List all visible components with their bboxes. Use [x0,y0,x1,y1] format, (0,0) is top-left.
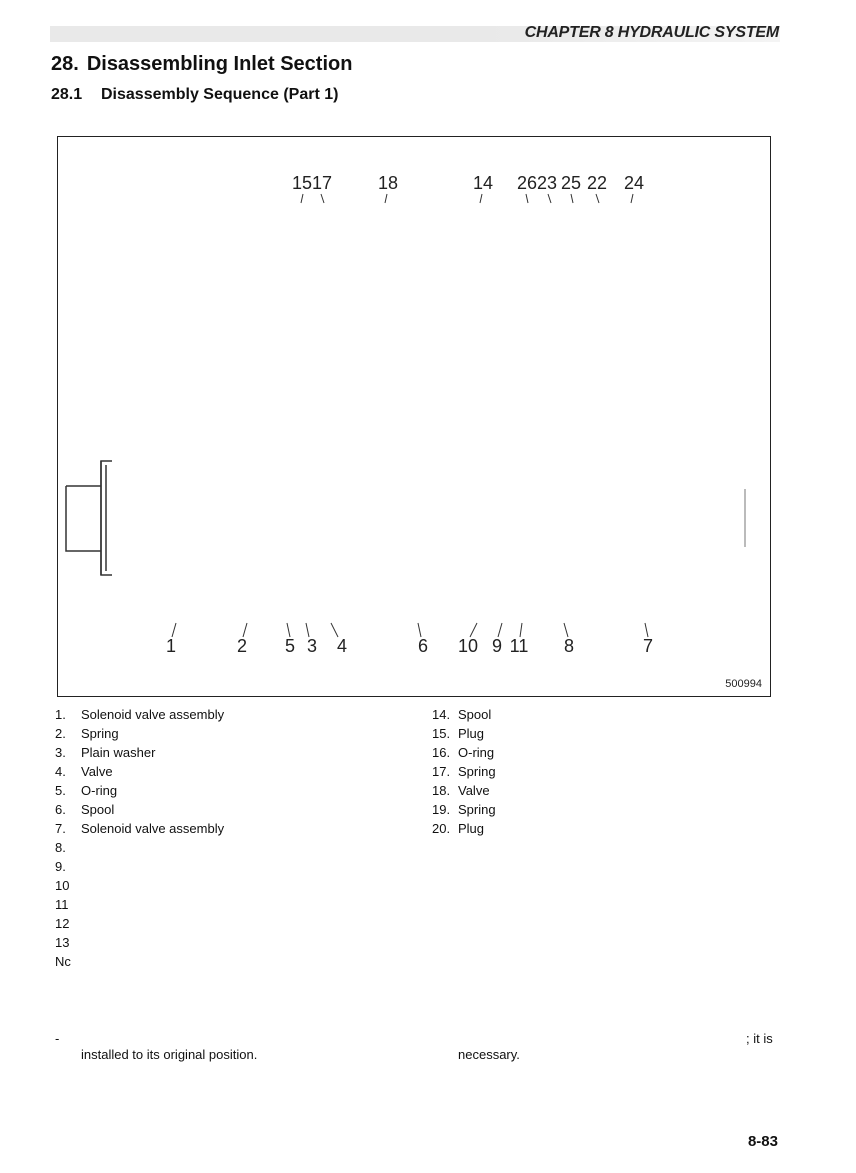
legend-number: 20. [432,821,451,836]
parts-legend-right [432,705,772,838]
legend-item [55,800,415,819]
callout-22: 22 [586,173,608,193]
legend-item [55,724,415,743]
legend-number: 9. [55,859,66,874]
legend-label: Spool [458,707,492,722]
callout-5: 5 [284,636,296,656]
callout-8: 8 [563,636,575,656]
callout-18: 18 [377,173,399,193]
legend-label: Spring [458,802,496,817]
legend-label: Solenoid valve assembly [81,821,225,836]
subsection-number: 28.1 [51,86,83,103]
legend-label: Valve [458,783,490,798]
exploded-view-figure [57,136,771,697]
callout-10: 10 [457,636,479,656]
legend-item [432,819,772,838]
legend-label: O-ring [458,745,495,760]
legend-item [55,762,415,781]
callout-7: 7 [642,636,654,656]
footer-left-line: installed to its original position. [81,1047,258,1062]
callout-1: 1 [165,636,177,656]
page-number: 8-83 [747,1133,778,1150]
footer-right-fragment: ; it is [746,1031,773,1046]
legend-item [432,800,772,819]
legend-number: 3. [55,745,66,760]
legend-number: 18. [432,783,451,798]
legend-number: 5. [55,783,66,798]
legend-item [55,857,415,876]
section-number: 28. [51,53,79,75]
legend-number: 12 [55,916,70,931]
legend-number: 7. [55,821,66,836]
legend-number: 2. [55,726,66,741]
legend-number: Nc [55,954,71,969]
footer-dash: - [55,1031,60,1046]
subsection-title: Disassembly Sequence (Part 1) [101,86,339,103]
legend-label: Plug [458,821,485,836]
section-heading [51,53,352,76]
section-title: Disassembling Inlet Section [86,53,353,75]
legend-item [55,838,415,857]
legend-label: Plain washer [81,745,156,760]
legend-item [55,781,415,800]
chapter-title: CHAPTER 8 HYDRAULIC SYSTEM [524,24,779,41]
top-leader-lines [301,194,633,203]
legend-label: Plug [458,726,485,741]
callout-11: 11 [509,636,529,656]
legend-item [55,914,415,933]
subsection-heading [51,86,338,104]
legend-item [55,952,415,971]
legend-number: 14. [432,707,451,722]
legend-item [55,933,415,952]
legend-label: Spring [458,764,496,779]
legend-number: 11 [55,897,69,912]
callout-9: 9 [491,636,503,656]
callout-15-17: 1517 [291,173,333,193]
legend-number: 13 [55,935,70,950]
legend-item [432,743,772,762]
callout-24: 24 [623,173,645,193]
legend-label: O-ring [81,783,118,798]
legend-number: 6. [55,802,66,817]
legend-item [432,724,772,743]
parts-legend-left [55,705,415,971]
legend-label: Valve [81,764,113,779]
callout-6: 6 [417,636,429,656]
legend-number: 19. [432,802,451,817]
legend-label: Spring [81,726,119,741]
legend-number: 10 [55,878,70,893]
legend-number: 8. [55,840,66,855]
bottom-leader-lines [172,623,648,637]
legend-item [432,705,772,724]
legend-number: 1. [55,707,66,722]
callout-14: 14 [472,173,494,193]
inlet-housing-outline [66,461,112,575]
legend-number: 17. [432,764,451,779]
legend-number: 15. [432,726,451,741]
legend-label: Solenoid valve assembly [81,707,225,722]
legend-item [55,819,415,838]
callout-25: 25 [560,173,582,193]
callout-26-23: 2623 [516,173,558,193]
callout-3: 3 [306,636,318,656]
figure-id: 500994 [725,678,762,690]
legend-label: Spool [81,802,115,817]
legend-item [432,762,772,781]
legend-item [55,705,415,724]
legend-item [55,743,415,762]
legend-item [55,895,415,914]
legend-item [432,781,772,800]
callout-2: 2 [236,636,248,656]
legend-number: 16. [432,745,451,760]
legend-number: 4. [55,764,66,779]
callout-4: 4 [336,636,348,656]
legend-item [55,876,415,895]
footer-right-line: necessary. [458,1047,520,1062]
figure-drawing [58,137,772,698]
